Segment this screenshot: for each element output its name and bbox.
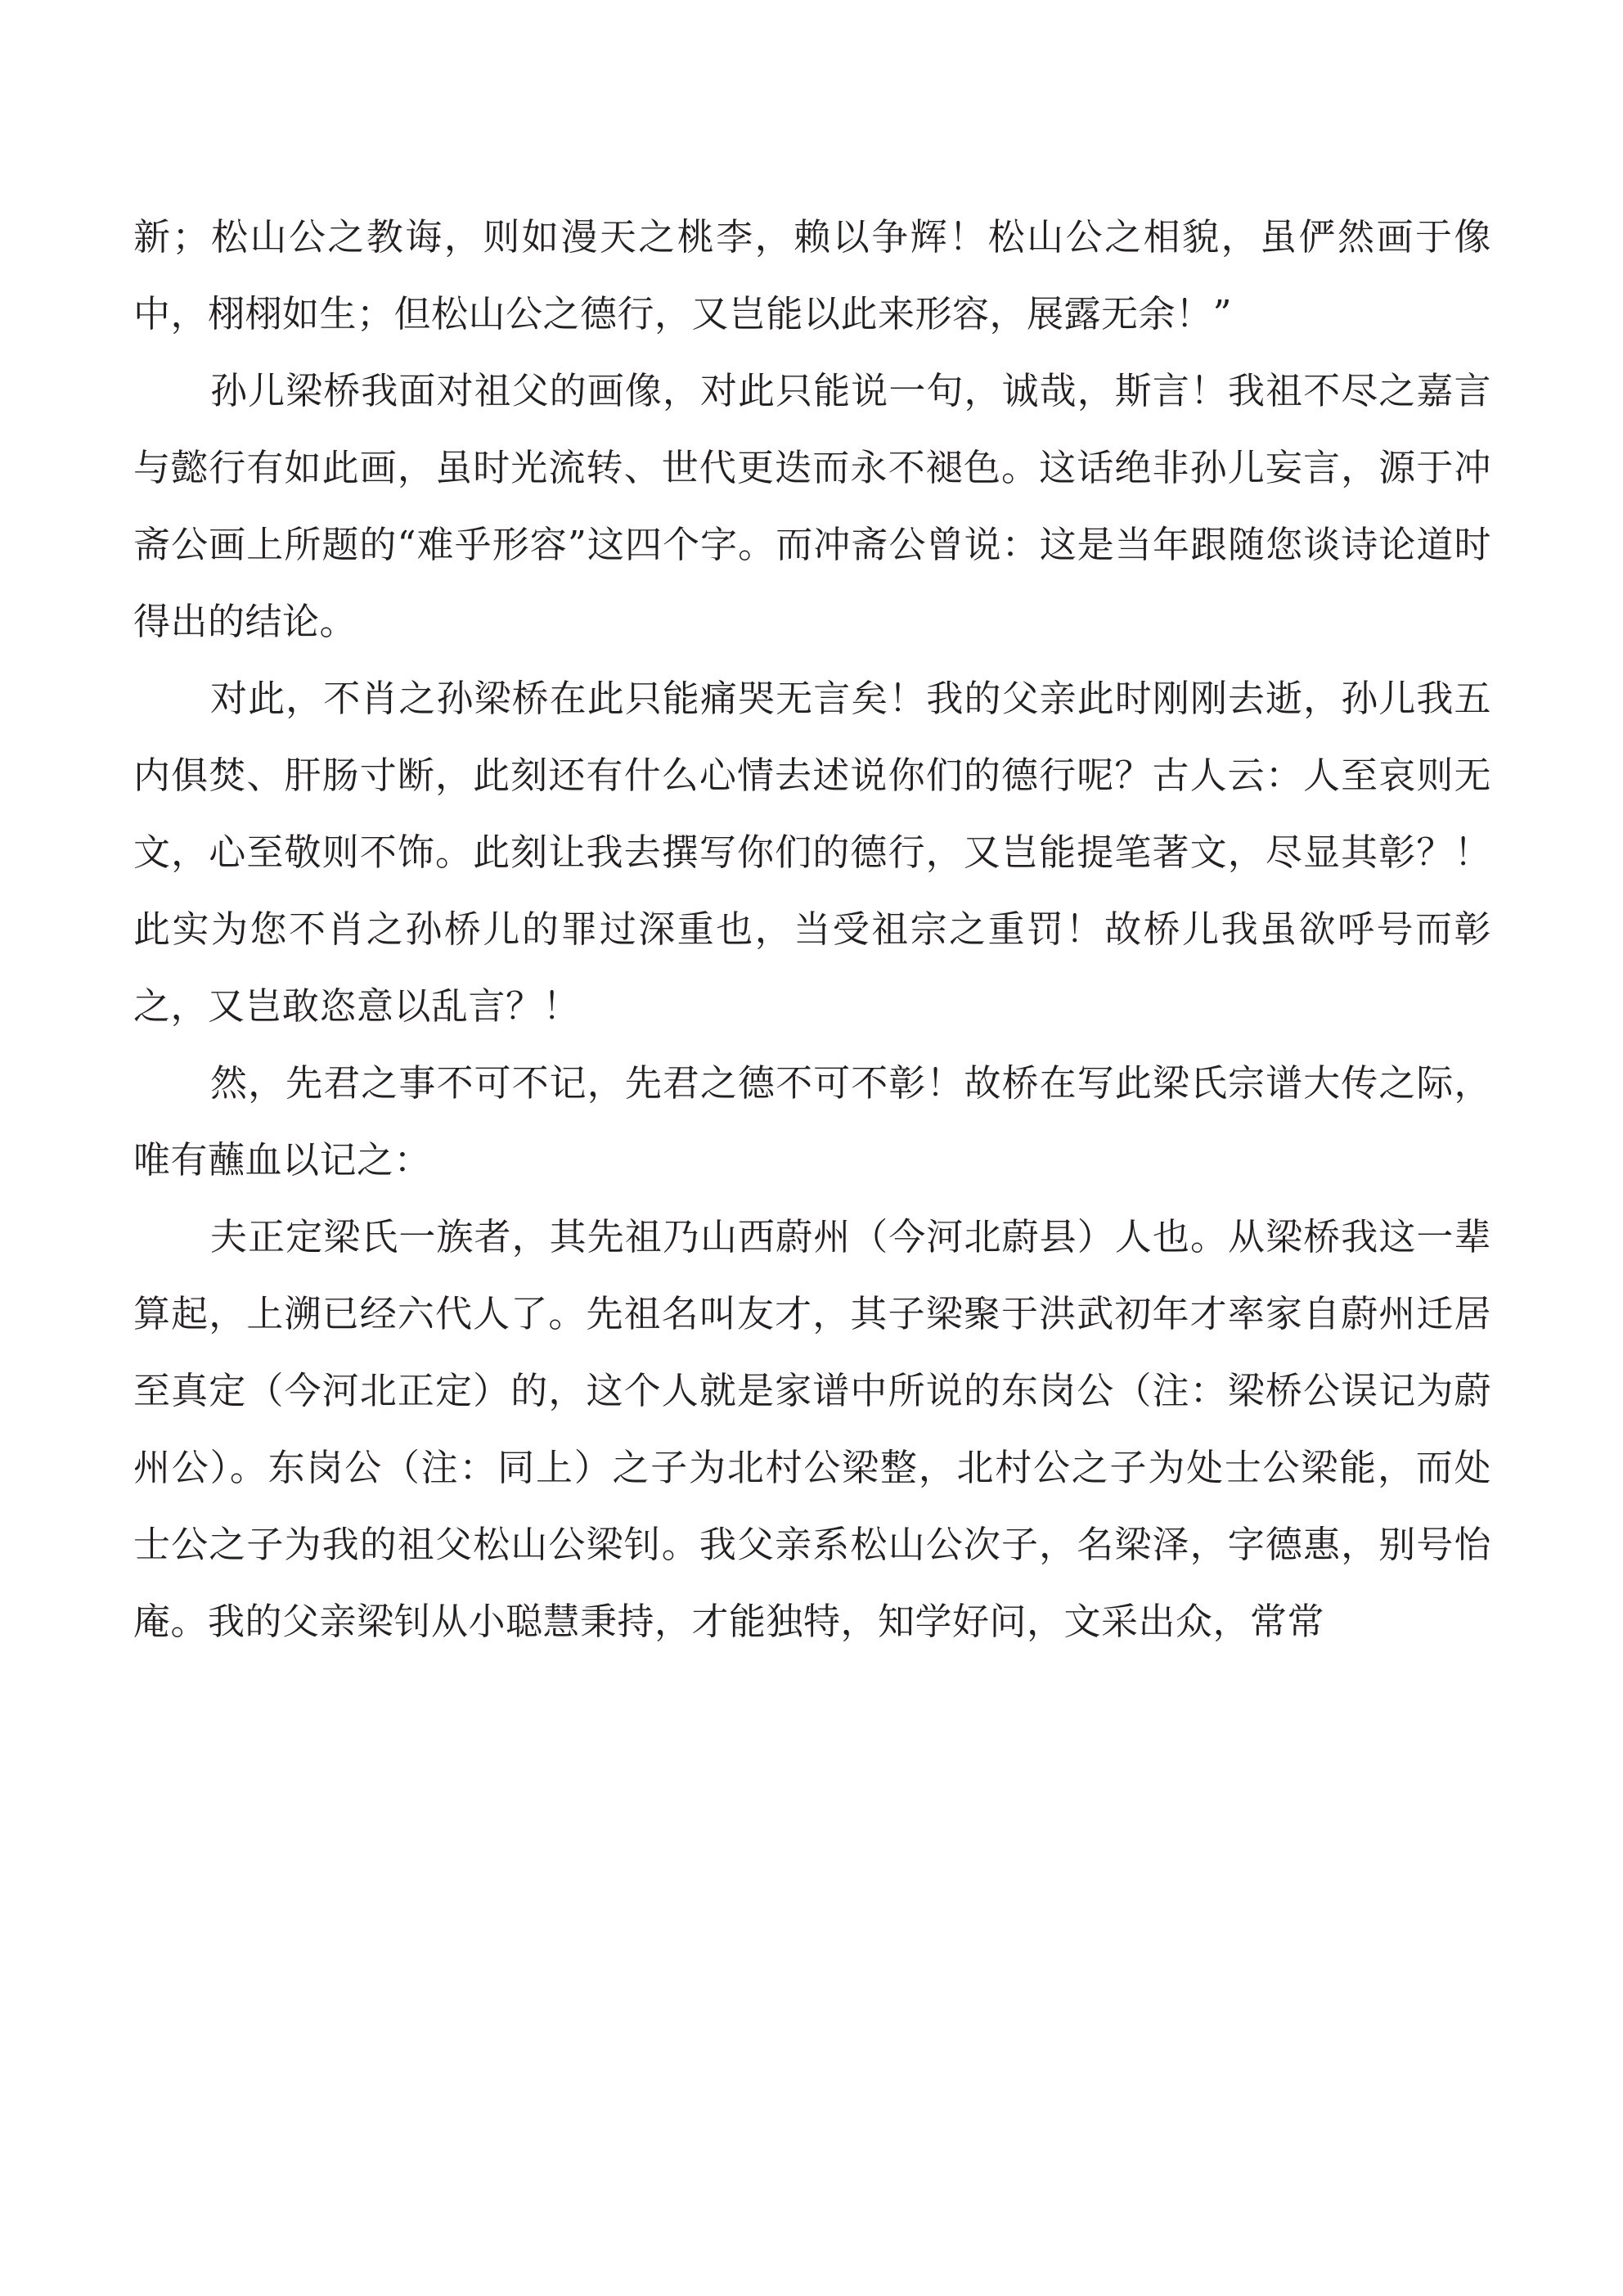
paragraph-2: 孙儿梁桥我面对祖父的画像，对此只能说一句，诚哉，斯言！我祖不尽之嘉言与懿行有如此画，虽时光流转、世代更迭而永不褪色。这话绝非孙儿妄言，源于冲斋公画上所题的“难乎形容”这四个字。而冲斋公曾说：这是当年跟随您谈诗论道时得出的结论。 bbox=[133, 369, 1491, 643]
paragraph-3: 对此，不肖之孙梁桥在此只能痛哭无言矣！我的父亲此时刚刚去逝，孙儿我五内俱焚、肝肠寸断，此刻还有什么心情去述说你们的德行呢？古人云：人至哀则无文，心至敬则不饰。此刻让我去撰写你们的德行，又岂能提笔著文，尽显其彰？！此实为您不肖之孙桥儿的罪过深重也，当受祖宗之重罚！故桥儿我虽欲呼号而彰之，又岂敢恣意以乱言？！ bbox=[133, 677, 1491, 1028]
text-column bbox=[133, 199, 1491, 1660]
paragraph-4: 然，先君之事不可不记，先君之德不可不彰！故桥在写此梁氏宗谱大传之际，唯有蘸血以记之： bbox=[133, 1061, 1491, 1182]
paragraph-1: 新；松山公之教诲，则如漫天之桃李，赖以争辉！松山公之相貌，虽俨然画于像中，栩栩如生；但松山公之德行，又岂能以此来形容，展露无余！” bbox=[133, 215, 1491, 335]
paragraph-5: 夫正定梁氏一族者，其先祖乃山西蔚州（今河北蔚县）人也。从梁桥我这一辈算起，上溯已经六代人了。先祖名叫友才，其子梁聚于洪武初年才率家自蔚州迁居至真定（今河北正定）的，这个人就是家谱中所说的东岗公（注：梁桥公误记为蔚州公）。东岗公（注：同上）之子为北村公梁整，北村公之子为处士公梁能，而处士公之子为我的祖父松山公梁钊。我父亲系松山公次子，名梁泽，字德惠，别号怡庵。我的父亲梁钊从小聪慧秉持，才能独特，知学好问，文采出众，常常 bbox=[133, 1215, 1491, 1643]
